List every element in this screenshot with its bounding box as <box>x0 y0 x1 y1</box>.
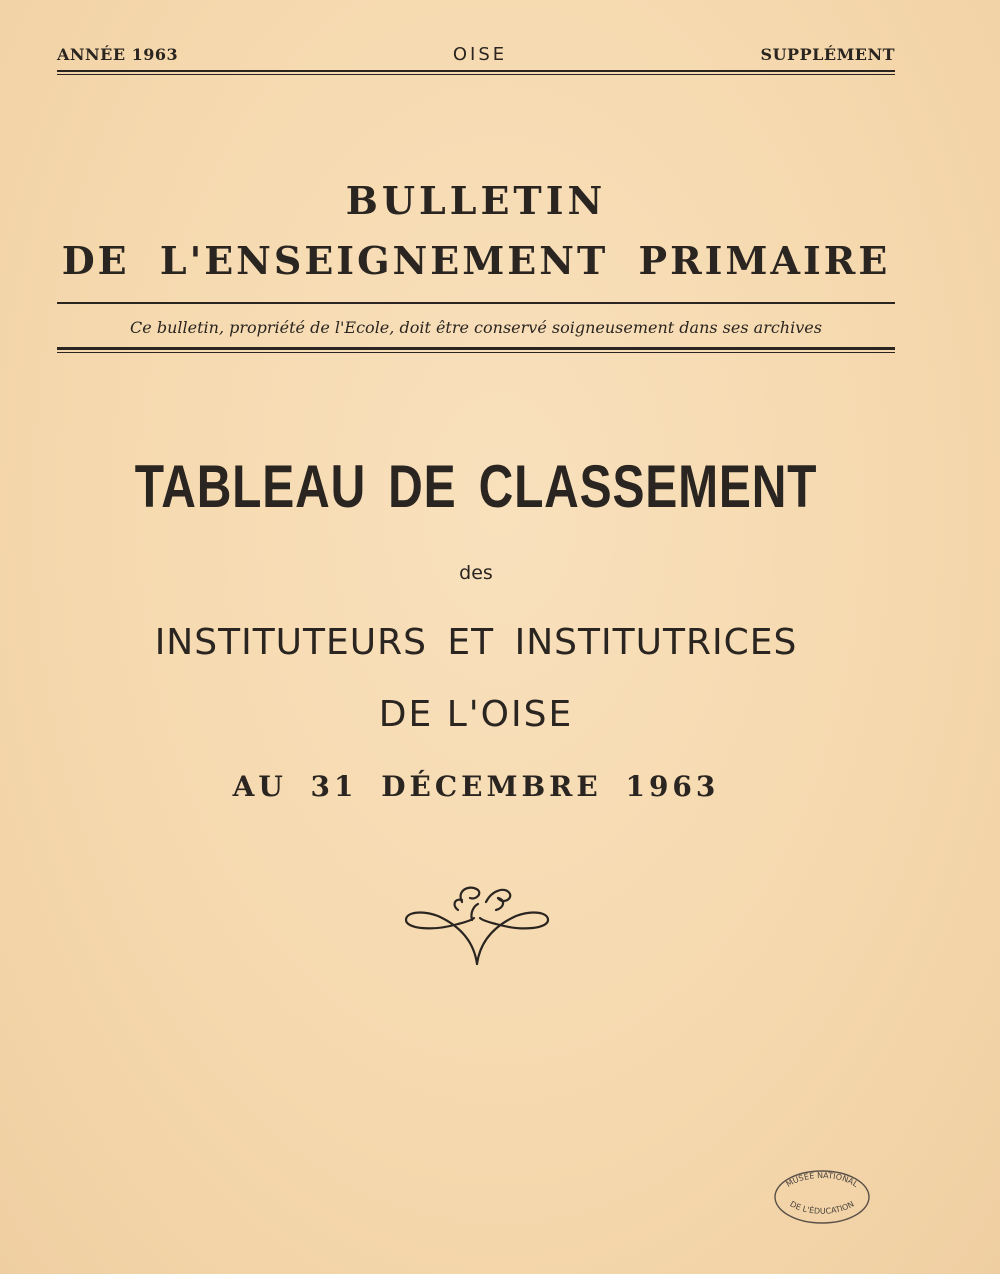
floral-ornament-icon <box>400 880 555 970</box>
museum-stamp <box>772 1168 872 1226</box>
bulletin-subtitle: DE L'ENSEIGNEMENT PRIMAIRE <box>61 238 891 283</box>
header-supplement: SUPPLÉMENT <box>760 45 895 64</box>
main-subject-line2: DE L'OISE <box>378 694 574 735</box>
header-department: OISE <box>452 44 508 65</box>
header-rule-bottom <box>57 74 895 75</box>
main-connector: des <box>459 562 493 584</box>
bulletin-notice: Ce bulletin, propriété de l'Ecole, doit être conservé soigneusement dans ses archives <box>130 318 822 337</box>
header-year: ANNÉE 1963 <box>57 45 179 64</box>
stamp-top-text: MUSÉE NATIONAL <box>784 1170 860 1189</box>
notice-rule-top <box>57 302 895 304</box>
notice-rule-bottom-thin <box>57 352 895 353</box>
main-heading: TABLEAU DE CLASSEMENT <box>134 453 818 520</box>
notice-rule-bottom <box>57 347 895 350</box>
stamp-bottom-text: DE L'ÉDUCATION <box>788 1199 856 1216</box>
header-rule-top <box>57 70 895 72</box>
main-date: AU 31 DÉCEMBRE 1963 <box>232 770 720 803</box>
main-subject-line1: INSTITUTEURS ET INSTITUTRICES <box>154 622 798 663</box>
bulletin-title: BULLETIN <box>345 178 607 223</box>
